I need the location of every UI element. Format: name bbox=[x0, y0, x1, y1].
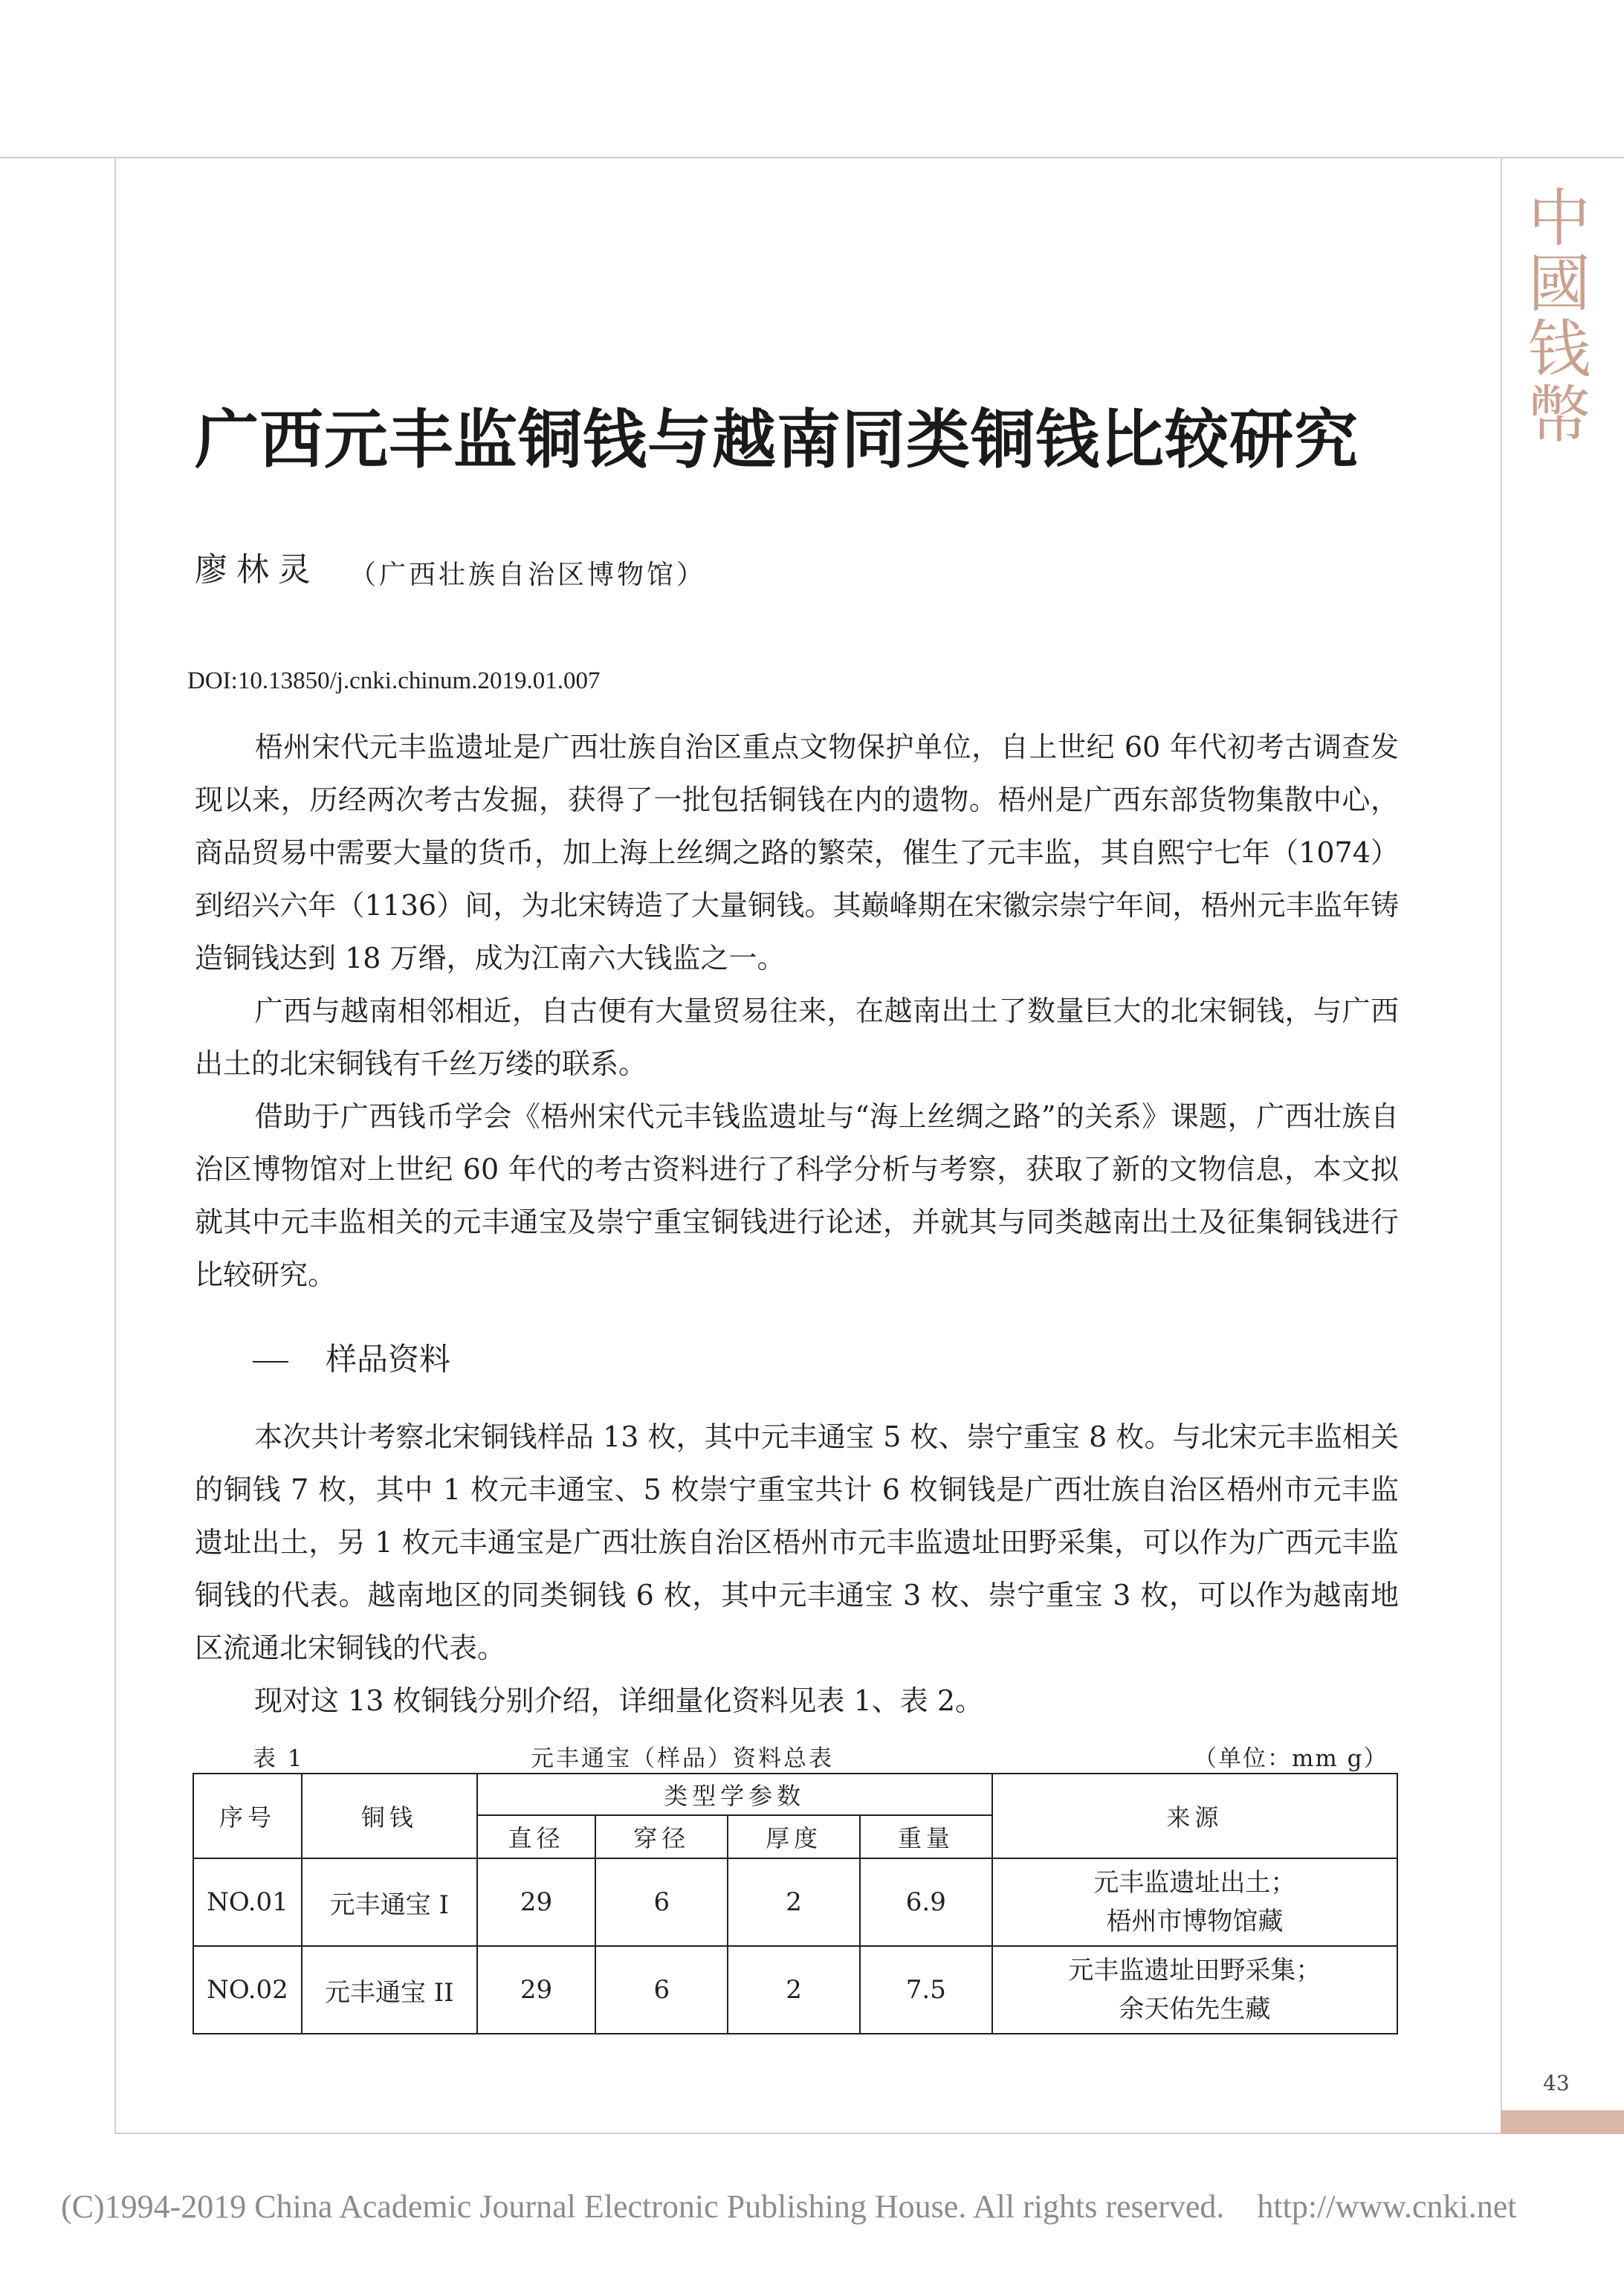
cell-coin: 元丰通宝 I bbox=[302, 1858, 477, 1946]
section-heading-text: 样品资料 bbox=[326, 1341, 451, 1377]
cell-no: NO.02 bbox=[193, 1946, 302, 2034]
brand-char: 中 bbox=[1527, 182, 1591, 255]
table-label: 表 1 bbox=[253, 1745, 305, 1772]
source-line: 元丰监遗址出土； bbox=[1093, 1868, 1296, 1898]
body-paragraph bbox=[195, 1090, 1399, 1302]
body-paragraph bbox=[195, 1411, 1399, 1675]
paragraph-text: 梧州宋代元丰监遗址是广西壮族自治区重点文物保护单位，自上世纪 60 年代初考古调查发现以来，历经两次考古发掘，获得了一批包括铜钱在内的遗物。梧州是广西东部货物集散中心，商品贸易中需要大量的货币，加上海上丝绸之路的繁荣，催生了元丰监，其自熙宁七年（1074）到绍兴六年（1136）间，为北宋铸造了大量铜钱。其巅峰期在宋徽宗崇宁年间，梧州元丰监年铸造铜钱达到 18 万缗，成为江南六大钱监之一。 bbox=[195, 731, 1399, 974]
source-line: 梧州市博物馆藏 bbox=[1106, 1907, 1284, 1936]
cell-coin: 元丰通宝 II bbox=[302, 1946, 477, 2034]
table-caption: 元丰通宝（样品）资料总表 bbox=[531, 1745, 834, 1772]
header-coin: 铜钱 bbox=[302, 1774, 477, 1858]
brand-char: 幣 bbox=[1527, 378, 1591, 451]
source-line: 元丰监遗址田野采集； bbox=[1068, 1956, 1321, 1985]
header-source: 来源 bbox=[992, 1774, 1397, 1858]
cell-thickness: 2 bbox=[728, 1946, 860, 2034]
copyright-text: (C)1994-2019 China Academic Journal Electronic Publishing House. All rights reserved. bbox=[61, 2188, 1225, 2225]
top-rule bbox=[0, 157, 1624, 158]
article-title: 广西元丰监铜钱与越南同类铜钱比较研究 bbox=[195, 403, 1359, 477]
author-affiliation: （广西壮族自治区博物馆） bbox=[349, 560, 707, 590]
cell-no: NO.01 bbox=[193, 1858, 302, 1946]
table-header-row bbox=[193, 1774, 1397, 1815]
cell-source bbox=[992, 1858, 1397, 1946]
header-index: 序号 bbox=[193, 1774, 302, 1858]
page-number: 43 bbox=[1543, 2071, 1570, 2095]
header-hole: 穿径 bbox=[595, 1815, 728, 1858]
table-row bbox=[193, 1858, 1397, 1946]
body-paragraph bbox=[195, 985, 1399, 1090]
doi-link[interactable]: DOI:10.13850/j.cnki.chinum.2019.01.007 bbox=[187, 668, 601, 694]
paragraph-text: 借助于广西钱币学会《梧州宋代元丰钱监遗址与“海上丝绸之路”的关系》课题，广西壮族自治区博物馆对上世纪 60 年代的考古资料进行了科学分析与考察，获取了新的文物信息，本文拟就其中元丰监相关的元丰通宝及崇宁重宝铜钱进行论述，并就其与同类越南出土及征集铜钱进行比较研究。 bbox=[195, 1100, 1399, 1291]
paragraph-text: 广西与越南相邻相近，自古便有大量贸易往来，在越南出土了数量巨大的北宋铜钱，与广西出土的北宋铜钱有千丝万缕的联系。 bbox=[195, 995, 1399, 1080]
brand-char: 國 bbox=[1527, 248, 1591, 320]
section-dash bbox=[253, 1361, 288, 1363]
cell-hole: 6 bbox=[595, 1946, 728, 2034]
table-unit: （单位：mm g） bbox=[1194, 1745, 1388, 1772]
brand-char: 钱 bbox=[1527, 313, 1591, 386]
copyright-footer bbox=[61, 2188, 1516, 2226]
paragraph-text: 现对这 13 枚铜钱分别介绍，详细量化资料见表 1、表 2。 bbox=[254, 1684, 984, 1717]
header-diameter: 直径 bbox=[477, 1815, 596, 1858]
brand-color-block bbox=[1501, 2110, 1624, 2134]
body-paragraph bbox=[195, 1675, 1399, 1727]
cell-weight: 6.9 bbox=[860, 1858, 992, 1946]
cell-thickness: 2 bbox=[728, 1858, 860, 1946]
cell-weight: 7.5 bbox=[860, 1946, 992, 2034]
cell-hole: 6 bbox=[595, 1858, 728, 1946]
cell-source bbox=[992, 1946, 1397, 2034]
right-frame-rule bbox=[1501, 157, 1502, 2134]
journal-brand-logo bbox=[1522, 182, 1596, 451]
body-paragraph bbox=[195, 721, 1399, 985]
cell-diameter: 29 bbox=[477, 1946, 596, 2034]
cnki-url-link[interactable]: http://www.cnki.net bbox=[1257, 2188, 1517, 2225]
source-line: 余天佑先生藏 bbox=[1119, 1994, 1271, 2024]
bottom-rule bbox=[114, 2133, 1502, 2134]
header-typology-group: 类型学参数 bbox=[477, 1774, 992, 1815]
header-thickness: 厚度 bbox=[728, 1815, 860, 1858]
paragraph-text: 本次共计考察北宋铜钱样品 13 枚，其中元丰通宝 5 枚、崇宁重宝 8 枚。与北宋元丰监相关的铜钱 7 枚，其中 1 枚元丰通宝、5 枚崇宁重宝共计 6 枚铜钱是广西壮族自治区梧州市元丰监遗址出土，另 1 枚元丰通宝是广西壮族自治区梧州市元丰监遗址田野采集，可以作为广西元丰监铜钱的代表。越南地区的同类铜钱 6 枚，其中元丰通宝 3 枚、崇宁重宝 3 枚，可以作为越南地区流通北宋铜钱的代表。 bbox=[195, 1420, 1399, 1664]
left-frame-rule bbox=[114, 157, 116, 2134]
cell-diameter: 29 bbox=[477, 1858, 596, 1946]
table-row bbox=[193, 1946, 1397, 2034]
section-heading bbox=[253, 1335, 450, 1380]
coin-data-table bbox=[193, 1773, 1398, 2034]
header-weight: 重量 bbox=[860, 1815, 992, 1858]
author-name: 廖林灵 bbox=[195, 551, 320, 589]
